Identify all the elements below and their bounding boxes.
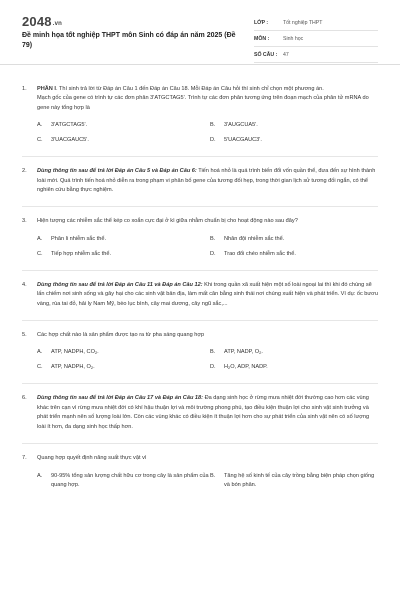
option-text: 3'AUGCUA5'. xyxy=(224,122,258,129)
question xyxy=(22,85,378,113)
question-text xyxy=(37,281,378,309)
question-number: 1. xyxy=(22,86,27,92)
site-logo[interactable]: $2048_{.vn}$ xyxy=(22,14,63,29)
answer-option[interactable] xyxy=(37,235,210,244)
divider xyxy=(22,156,378,157)
option-text: ATP, NADPH, $O_2$. xyxy=(51,364,95,371)
meta-value: 47 xyxy=(283,51,289,58)
option-letter: B. xyxy=(210,472,216,479)
question-text: Hiện tượng các nhiễm sắc thể kép co xoắn cực đại ở kì giữa nhằm chuẩn bị cho hoạt động nào sau đây? xyxy=(37,218,298,225)
option-text: Tiếp hợp nhiễm sắc thể. xyxy=(51,250,112,257)
question-lead: Dùng thông tin sau để trả lời Đáp án Câu 17 và Đáp án Câu 18: xyxy=(37,395,204,402)
question-number: 4. xyxy=(22,281,27,288)
question-body: . Thí sinh trả lời từ Đáp án Câu 1 đến Đáp án Câu 18. Mỗi Đáp án Câu hỏi thí sinh chỉ chọn một phương án. xyxy=(55,86,324,92)
option-letter: A. xyxy=(37,349,43,356)
question-lead: PHẦN I xyxy=(37,86,56,92)
answer-option[interactable] xyxy=(210,348,378,357)
answer-option[interactable] xyxy=(210,136,378,145)
question-body-2: Mạch gốc của gene có trình tự các đơn phân 3'ATGCTAG5'. Trình tự các đơn phân tương ứng trên đoạn mạch của phân tử mRNA do gene này tổng hợp là xyxy=(37,95,369,111)
meta-row-count xyxy=(254,47,378,63)
answer-option[interactable] xyxy=(37,348,210,357)
answer-options xyxy=(37,121,378,145)
answer-option[interactable] xyxy=(210,235,378,244)
question xyxy=(22,167,378,195)
meta-row-class xyxy=(254,15,378,31)
question-text xyxy=(37,167,378,195)
option-letter: D. xyxy=(210,137,216,144)
question xyxy=(22,394,378,432)
option-text: 90-95% tổng sản lượng chất hữu cơ trong cây là sản phẩm của quang hợp. xyxy=(51,472,209,488)
answer-option[interactable] xyxy=(37,136,210,145)
question-lead: Dùng thông tin sau để trả lời Đáp án Câu 5 và Đáp án Câu 6: xyxy=(37,168,197,175)
question-text xyxy=(37,394,378,432)
divider xyxy=(22,443,378,444)
answer-option[interactable] xyxy=(210,250,378,259)
question-body: Tiến hoá nhỏ là quá trình biến đổi vốn quần thể, đưa đến sự hình thành loài mới. Quá trình tiến hoá nhỏ diễn ra trong phạm vi phân bố gene của tương đối hẹp, trong thời gian lịch sử tương đối ngắn, có thể nghiên cứu bằng thực nghiệm. xyxy=(37,168,376,194)
question-body: Khi trong quần xã xuất hiện một số loài ngoại lai thì khi đó chúng sẽ lấn chiếm nơi sinh sống và gây hại cho các sinh vật bản địa, làm mất cân bằng sinh thái nơi chúng xuất hiện và phát triển. Ví dụ: ốc bươu vàng, rùa tai đỏ, hải ly Nam Mỹ, bèo lục bình, cây mai dương, cây ngũ sắc,... xyxy=(37,281,378,307)
question xyxy=(22,331,378,340)
answer-options xyxy=(37,348,378,372)
option-letter: A. xyxy=(37,122,43,129)
answer-options xyxy=(37,472,378,490)
question xyxy=(22,454,378,463)
answer-option[interactable] xyxy=(210,363,378,372)
meta-key: SỐ CÂU : xyxy=(254,51,278,58)
option-letter: B. xyxy=(210,235,216,242)
divider xyxy=(22,383,378,384)
option-letter: D. xyxy=(210,250,216,257)
option-text: Nhân đội nhiễm sắc thể. xyxy=(224,235,285,242)
question-text xyxy=(37,85,378,113)
option-letter: C. xyxy=(37,137,43,144)
option-letter: B. xyxy=(210,122,216,129)
divider xyxy=(22,206,378,207)
divider xyxy=(22,320,378,321)
option-text: 3'UACGAUC5'. xyxy=(51,137,89,144)
question-number: 7. xyxy=(22,455,27,462)
question-lead: Dùng thông tin sau để trả lời Đáp án Câu 11 và Đáp án Câu 12: xyxy=(37,281,203,288)
option-text: Phân li nhiễm sắc thể. xyxy=(51,235,107,242)
answer-options xyxy=(37,235,378,259)
question xyxy=(22,217,378,226)
option-letter: A. xyxy=(37,472,43,479)
question-number: 3. xyxy=(22,218,27,225)
option-letter: C. xyxy=(37,250,43,257)
answer-option[interactable] xyxy=(210,121,378,130)
meta-value: Tốt nghiệp THPT xyxy=(283,19,323,26)
meta-table xyxy=(254,15,378,63)
meta-value: Sinh học xyxy=(283,35,304,42)
question-number: 6. xyxy=(22,395,27,402)
question-text: Quang hợp quyết định năng suất thực vật vì xyxy=(37,455,147,462)
option-text: Trao đổi chéo nhiễm sắc thể. xyxy=(224,250,296,257)
answer-option[interactable] xyxy=(37,363,210,372)
option-letter: A. xyxy=(37,235,43,242)
question-number: 5. xyxy=(22,332,27,339)
question-number: 2. xyxy=(22,168,27,175)
answer-option[interactable] xyxy=(37,250,210,259)
question-list xyxy=(0,65,400,490)
meta-key: LỚP : xyxy=(254,19,269,26)
question-text: Các hợp chất nào là sản phẩm được tạo ra từ pha sáng quang hợp xyxy=(37,332,205,339)
divider xyxy=(22,270,378,271)
option-letter: B. xyxy=(210,349,216,356)
answer-option[interactable] xyxy=(210,472,378,490)
meta-key: MÔN : xyxy=(254,35,270,42)
option-text: $H_2O$, ADP, NADP. xyxy=(224,364,268,371)
option-text: 3'ATGCTAG5'. xyxy=(51,122,88,129)
option-text: Tăng hệ số kinh tế của cây trồng bằng biện pháp chọn giống và bón phân. xyxy=(224,472,375,488)
question xyxy=(22,281,378,309)
answer-option[interactable] xyxy=(37,121,210,130)
option-letter: D. xyxy=(210,364,216,371)
page-title: Đề minh họa tốt nghiệp THPT môn Sinh có đáp án năm 2025 (Đề 79) xyxy=(22,32,236,49)
option-letter: C. xyxy=(37,364,43,371)
question-body: Đa dạng sinh học ở rừng mưa nhiệt đới thường cao hơn các vùng khác trên cạn vì rừng mưa nhiệt đới có khí hậu thuận lợi và môi trường phong phú, tạo điều kiện thuận lợi cho sinh vật sinh trưởng và phát triển mạnh nên số lượng loài lớn. Còn các vùng khác có điều kiện ít thuận lợi hơn cho sự phát triển của sinh vật nên có số lượng loài ít hơn, đa dạng sinh học thấp hơn. xyxy=(37,395,370,430)
option-text: ATP, NADP, $O_2$. xyxy=(224,349,263,356)
option-text: 5'UACGAUC3'. xyxy=(224,137,262,144)
option-text: ATP, NADPH, $CO_2$. xyxy=(51,349,99,356)
meta-row-subject xyxy=(254,31,378,47)
answer-option[interactable] xyxy=(37,472,210,490)
document-header xyxy=(0,0,400,65)
